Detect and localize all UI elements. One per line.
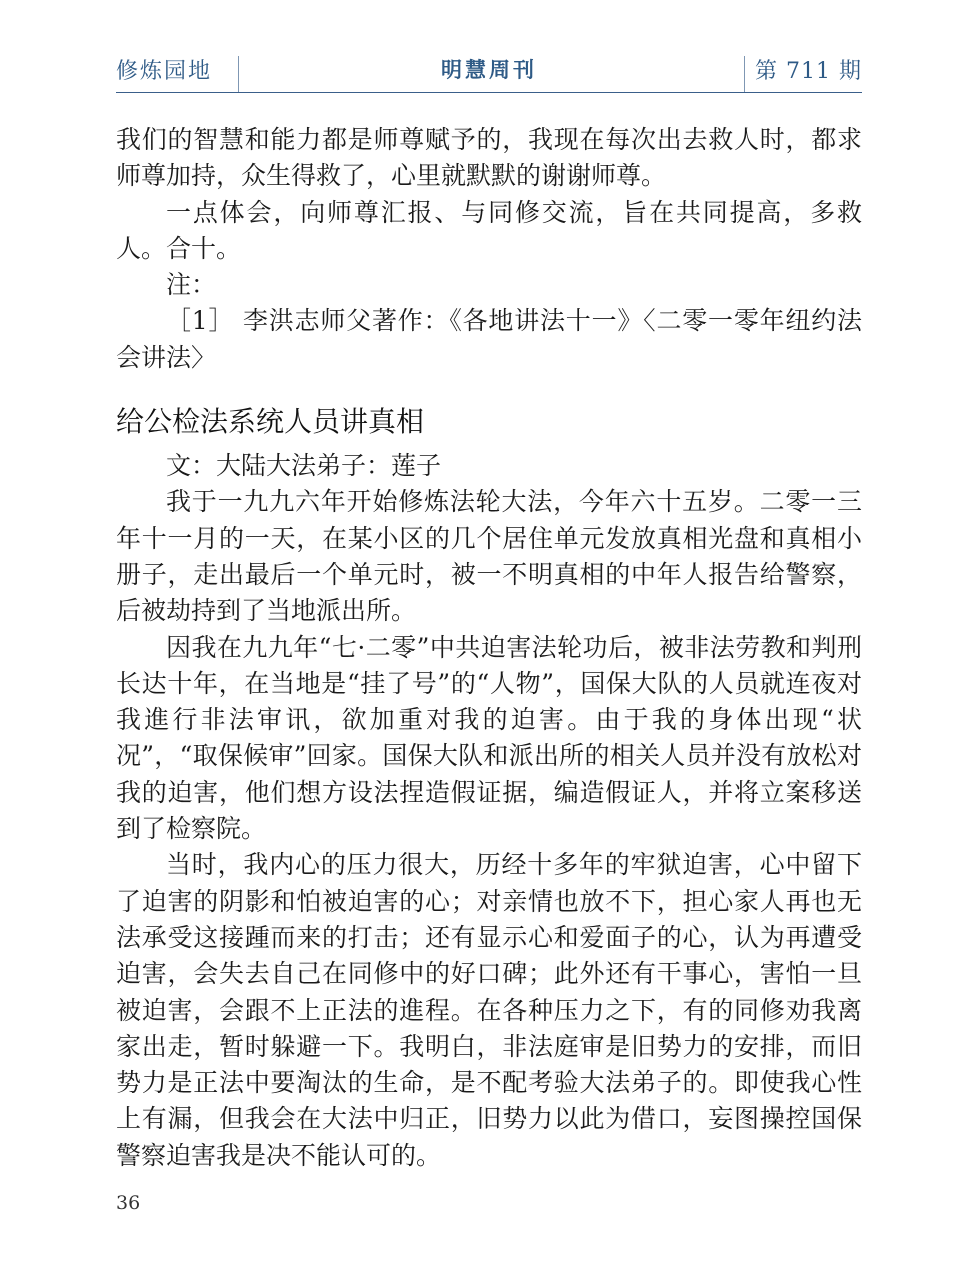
footnote: ［1］ 李洪志师父著作：《各地讲法十一》〈二零一零年纽约法会讲法〉	[116, 306, 862, 372]
article-byline: 文：大陆大法弟子：莲子	[166, 451, 442, 481]
section-name: 修炼园地	[116, 59, 213, 84]
publication-title: 明慧周刊	[441, 58, 537, 82]
header-divider-right	[744, 56, 745, 92]
prev-article-paragraph: 我们的智慧和能力都是师尊赋予的，我现在每次出去救人时，都求师尊加持，众生得救了，心里就默默的谢谢师尊。	[116, 125, 862, 191]
notes-label: 注：	[166, 270, 217, 300]
article-title: 给公检法系统人员讲真相	[116, 405, 425, 439]
page-number: 36	[116, 1192, 141, 1214]
article-paragraph: 因我在九九年“七·二零”中共迫害法轮功后，被非法劳教和判刑长达十年，在当地是“挂了号”的“人物”，国保大队的人员就连夜对我進行非法审讯，欲加重对我的迫害。由于我的身体出现“状况”，“取保候审”回家。国保大队和派出所的相关人员并没有放松对我的迫害，他们想方设法捏造假证据，编造假证人，并将立案移送到了检察院。	[116, 632, 862, 844]
article-paragraph: 我于一九九六年开始修炼法轮大法，今年六十五岁。二零一三年十一月的一天，在某小区的几个居住单元发放真相光盘和真相小册子，走出最后一个单元时，被一不明真相的中年人报告给警察，后被劫持到了当地派出所。	[116, 487, 862, 626]
article-paragraph: 当时，我内心的压力很大，历经十多年的牢狱迫害，心中留下了迫害的阴影和怕被迫害的心；对亲情也放不下，担心家人再也无法承受这接踵而来的打击；还有显示心和爱面子的心，认为再遭受迫害，会失去自己在同修中的好口碑；此外还有干事心，害怕一旦被迫害，会跟不上正法的進程。在各种压力之下，有的同修劝我离家出走，暂时躲避一下。我明白，非法庭审是旧势力的安排，而旧势力是正法中要淘汰的生命，是不配考验大法弟子的。即使我心性上有漏，但我会在大法中归正，旧势力以此为借口，妄图操控国保警察迫害我是决不能认可的。	[116, 850, 862, 1170]
page-header	[116, 50, 862, 93]
prev-article-paragraph: 一点体会，向师尊汇报、与同修交流，旨在共同提高，多救人。合十。	[116, 197, 862, 263]
page-content	[116, 122, 862, 1174]
issue-number: 第 711 期	[755, 59, 862, 84]
